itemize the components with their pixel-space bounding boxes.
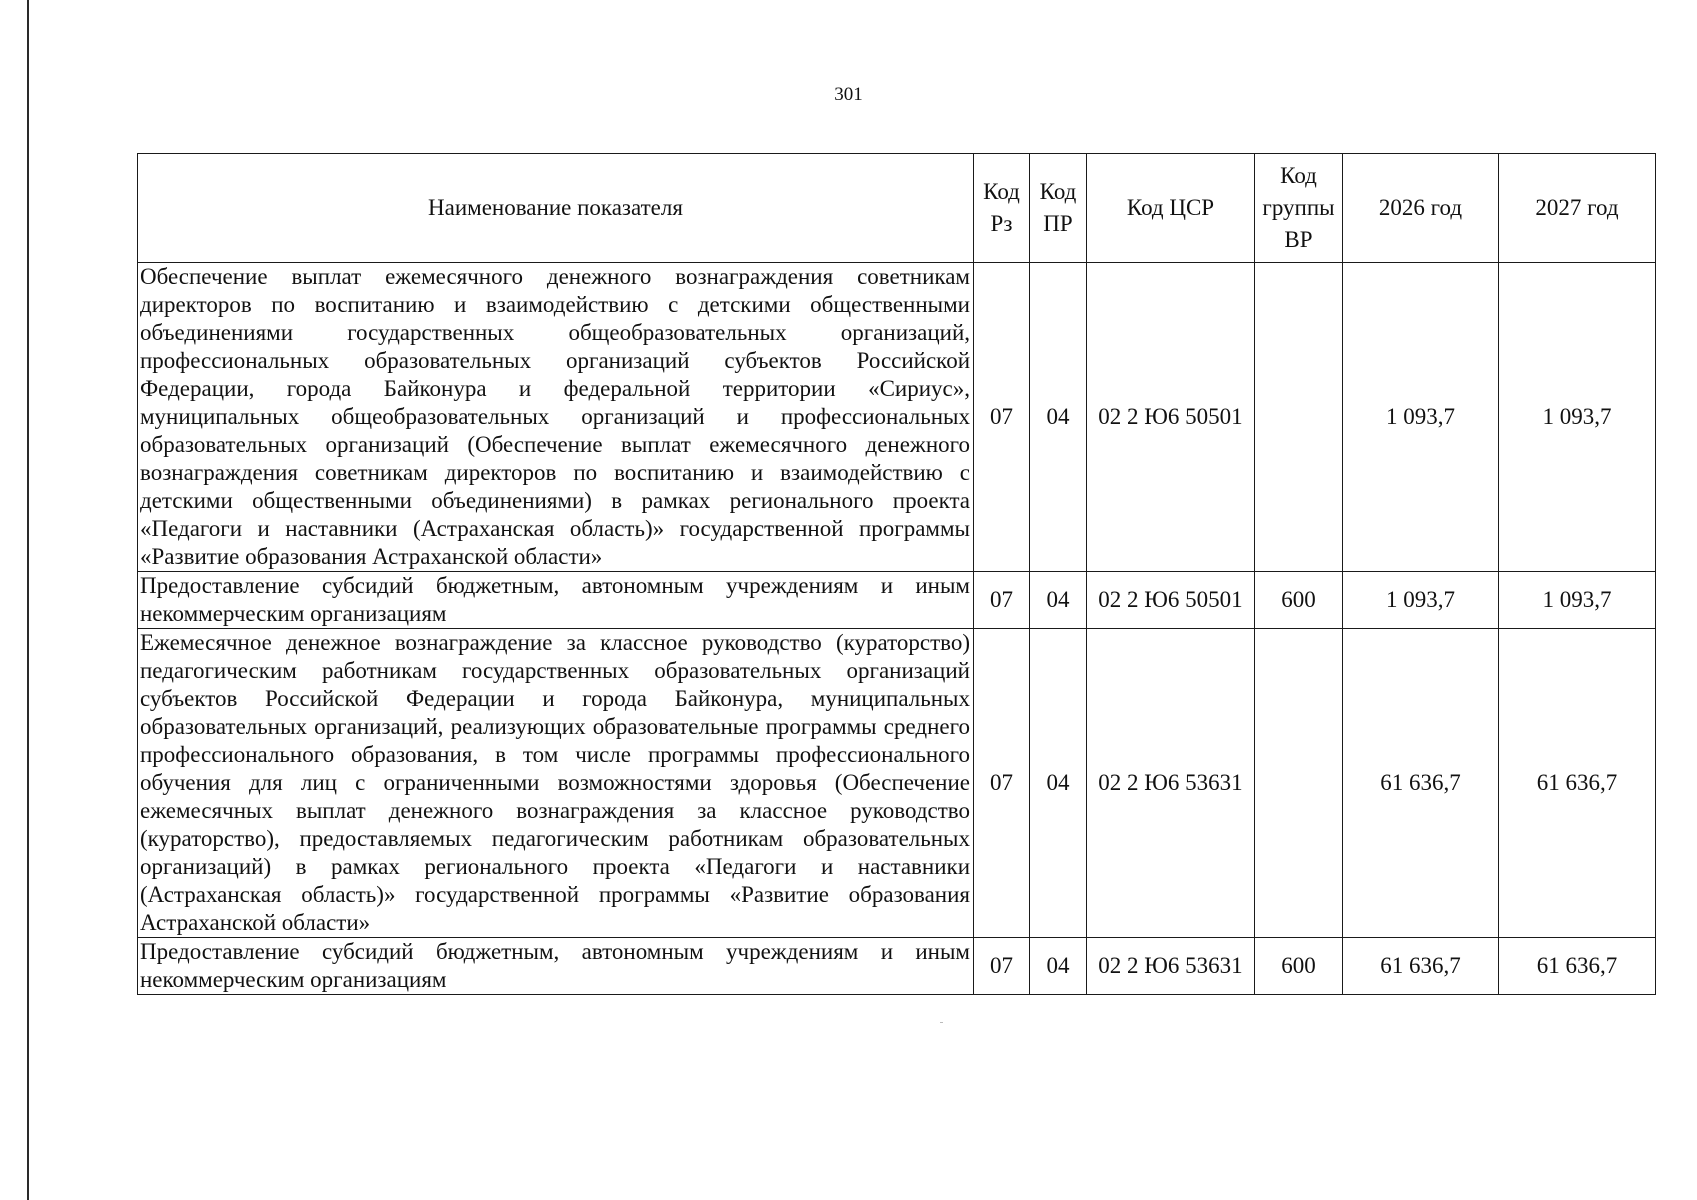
row-name: Предоставление субсидий бюджетным, автономным учреждениям и иным некоммерческим организациям (138, 938, 974, 995)
row-pr: 04 (1030, 938, 1087, 995)
scan-speck (940, 1022, 943, 1023)
row-rz: 07 (974, 263, 1030, 572)
row-pr: 04 (1030, 263, 1087, 572)
row-rz: 07 (974, 572, 1030, 629)
row-vr (1255, 629, 1343, 938)
row-rz: 07 (974, 938, 1030, 995)
row-2027: 1 093,7 (1499, 572, 1656, 629)
row-2027: 1 093,7 (1499, 263, 1656, 572)
table-row (138, 572, 1656, 629)
row-csr: 02 2 Ю6 53631 (1087, 938, 1255, 995)
row-vr (1255, 263, 1343, 572)
row-2027: 61 636,7 (1499, 938, 1656, 995)
row-rz: 07 (974, 629, 1030, 938)
header-rz: Код Рз (974, 154, 1030, 263)
page-number: 301 (834, 84, 863, 105)
row-name: Ежемесячное денежное вознаграждение за классное руководство (кураторство) педагогическим работникам государственных образовательных организаций субъектов Российской Федерации и города Байконура, муниципальных образовательных организаций, реализующих образовательные программы среднего профессионального образования, в том числе программы профессионального обучения для лиц с ограниченными возможностями здоровья (Обеспечение ежемесячных выплат денежного вознаграждения за классное руководство (кураторство), предоставляемых педагогическим работникам образовательных организаций) в рамках регионального проекта «Педагоги и наставники (Астраханская область)» государственной программы «Развитие образования Астраханской области» (138, 629, 974, 938)
budget-table (137, 153, 1656, 995)
row-2026: 1 093,7 (1343, 263, 1499, 572)
row-pr: 04 (1030, 572, 1087, 629)
table-header-row (138, 154, 1656, 263)
table-row (138, 938, 1656, 995)
row-2026: 61 636,7 (1343, 629, 1499, 938)
header-csr: Код ЦСР (1087, 154, 1255, 263)
header-pr: Код ПР (1030, 154, 1087, 263)
row-name: Обеспечение выплат ежемесячного денежного вознаграждения советникам директоров по воспитанию и взаимодействию с детскими общественными объединениями государственных общеобразовательных организаций, профессиональных образовательных организаций субъектов Российской Федерации, города Байконура и федеральной территории «Сириус», муниципальных общеобразовательных организаций и профессиональных образовательных организаций (Обеспечение выплат ежемесячного денежного вознаграждения советникам директоров по воспитанию и взаимодействию с детскими общественными объединениями) в рамках регионального проекта «Педагоги и наставники (Астраханская область)» государственной программы «Развитие образования Астраханской области» (138, 263, 974, 572)
row-csr: 02 2 Ю6 50501 (1087, 572, 1255, 629)
row-2026: 1 093,7 (1343, 572, 1499, 629)
binding-edge-line (27, 0, 29, 1200)
row-name: Предоставление субсидий бюджетным, автономным учреждениям и иным некоммерческим организациям (138, 572, 974, 629)
row-2027: 61 636,7 (1499, 629, 1656, 938)
row-vr: 600 (1255, 938, 1343, 995)
row-csr: 02 2 Ю6 50501 (1087, 263, 1255, 572)
row-csr: 02 2 Ю6 53631 (1087, 629, 1255, 938)
header-vr: Код группы ВР (1255, 154, 1343, 263)
header-2026: 2026 год (1343, 154, 1499, 263)
row-2026: 61 636,7 (1343, 938, 1499, 995)
table-row (138, 263, 1656, 572)
header-name: Наименование показателя (138, 154, 974, 263)
header-2027: 2027 год (1499, 154, 1656, 263)
row-pr: 04 (1030, 629, 1087, 938)
table-row (138, 629, 1656, 938)
row-vr: 600 (1255, 572, 1343, 629)
